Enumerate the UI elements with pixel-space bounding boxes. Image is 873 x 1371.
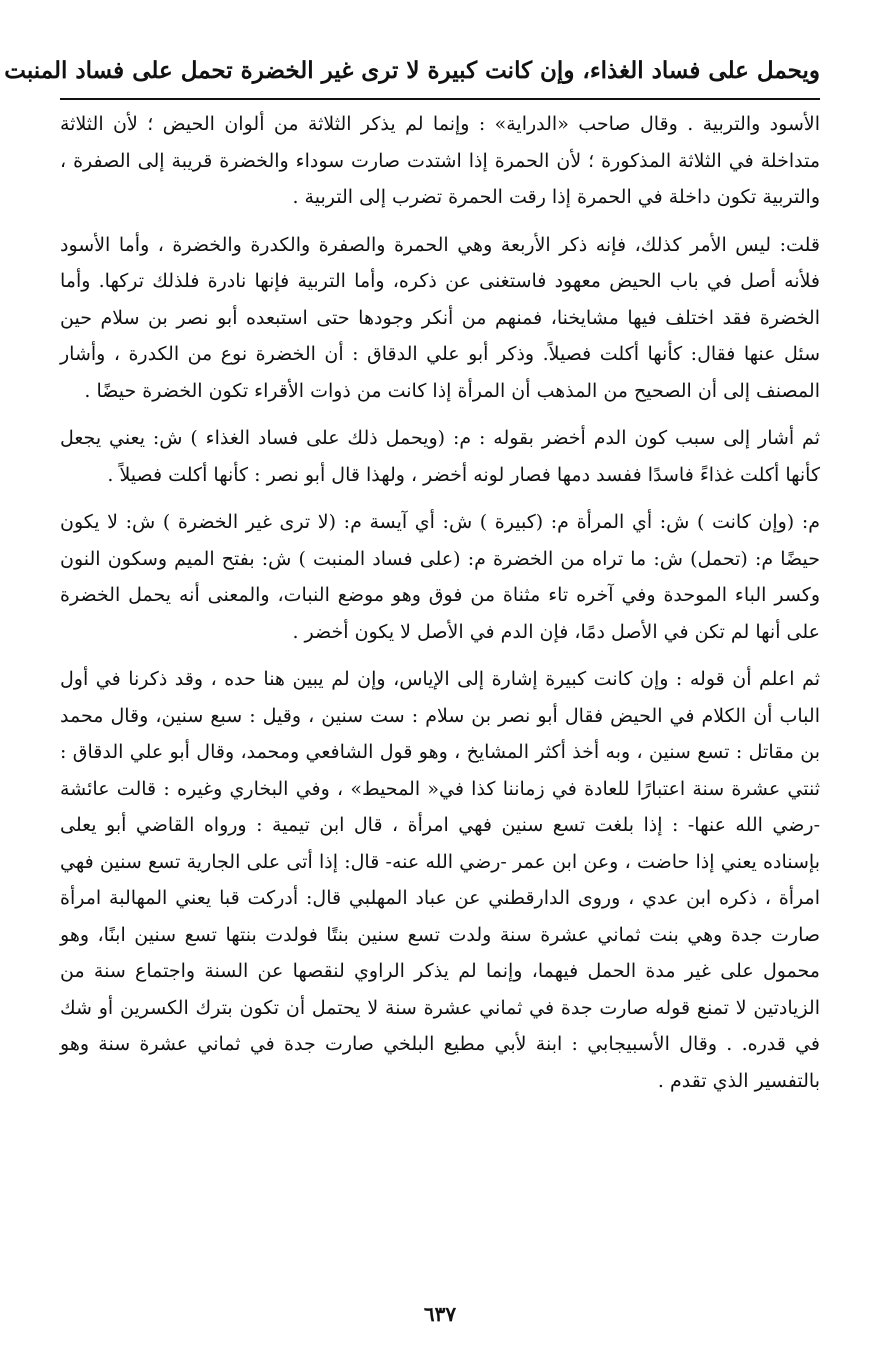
document-page [4,40,820,1340]
paragraph-4: م: (وإن كانت ) ش: أي المرأة م: (كبيرة ) ش: أي آيسة م: (لا ترى غير الخضرة ) ش: لا يكون حيضًا م: (تحمل) ش: ما تراه من الخضرة م: (على فساد المنبت ) ش: بفتح الميم وسكون النون وكسر الباء الموحدة وفي آخره تاء مثناة من فوق وهو موضع النبات، والمعنى أنه يحمل الخضرة على أنها لم تكن في الأصل دمًا، فإن الدم في الأصل لا يكون أخضر . [60,511,820,643]
running-header: ويحمل على فساد الغذاء، وإن كانت كبيرة لا ترى غير الخضرة تحمل على فساد المنبت [4,57,820,84]
paragraph-5: ثم اعلم أن قوله : وإن كانت كبيرة إشارة إلى الإياس، وإن لم يبين هنا حده ، وقد ذكرنا في أول الباب أن الكلام في الحيض فقال أبو نصر بن سلام : ست سنين ، وقيل : سبع سنين، وقال محمد بن مقاتل : تسع سنين ، وبه أخذ أكثر المشايخ ، وهو قول الشافعي ومحمد، وقال أبو علي الدقاق : ثنتي عشرة سنة اعتبارًا للعادة في زماننا كذا في« المحيط» ، وفي البخاري وغيره : قالت عائشة -رضي الله عنها- : إذا بلغت تسع سنين فهي امرأة ، قال ابن تيمية : ورواه القاضي أبو يعلى بإسناده يعني إذا حاضت ، وعن ابن عمر -رضي الله عنه- قال: إذا أتى على الجارية تسع سنين فهي امرأة ، ذكره ابن عدي ، وروى الدارقطني عن عباد المهلبي قال: أدركت قبا يعني المهالبة امرأة صارت جدة وهي بنت ثماني عشرة سنة ولدت تسع سنين بنتًا فولدت بنتها تسع سنين ابنًا، وهو محمول على غير مدة الحمل فيهما، وإنما لم يذكر الراوي لنقصها عن السنة واجتماع سنة من الزيادتين لا تمنع قوله صارت جدة في ثماني عشرة سنة لا يحتمل أن تكون بترك الكسرين أو شك في قدره. . وقال الأسبيجابي : ابنة لأبي مطيع البلخي صارت جدة في ثماني عشرة سنة وهو بالتفسير الذي تقدم . [60,668,820,1092]
header-divider [60,98,820,100]
page-number: ٦٣٧ [423,1302,457,1326]
paragraph-1: الأسود والتربية . وقال صاحب «الدراية» : وإنما لم يذكر الثلاثة من ألوان الحيض ؛ لأن الثلاثة متداخلة في الثلاثة المذكورة ؛ لأن الحمرة إذا اشتدت صارت سوداء والخضرة قريبة إلى الصفرة ، والتربية تكون داخلة في الحمرة إذا رقت الحمرة تضرب إلى التربية . [60,113,820,208]
paragraph-2: قلت: ليس الأمر كذلك، فإنه ذكر الأربعة وهي الحمرة والصفرة والكدرة والخضرة ، وأما الأسود فلأنه أصل في باب الحيض معهود فاستغنى عن ذكره، وأما التربية فإنها نادرة فلذلك تركها. وأما الخضرة فقد اختلف فيها مشايخنا، فمنهم من أنكر وجودها حتى استبعده أبو نصر بن سلام حين سئل عنها فقال: كأنها أكلت فصيلاً. وذكر أبو علي الدقاق : أن الخضرة نوع من الكدرة ، وأشار المصنف إلى أن الصحيح من المذهب أن المرأة إذا كانت من ذوات الأقراء تكون الخضرة حيضًا . [60,233,820,402]
body-text [60,106,820,1099]
paragraph-3: ثم أشار إلى سبب كون الدم أخضر بقوله : م: (ويحمل ذلك على فساد الغذاء ) ش: يعني يجعل كأنها أكلت غذاءً فاسدًا ففسد دمها فصار لونه أخضر ، ولهذا قال أبو نصر : كأنها أكلت فصيلاً . [60,427,820,486]
